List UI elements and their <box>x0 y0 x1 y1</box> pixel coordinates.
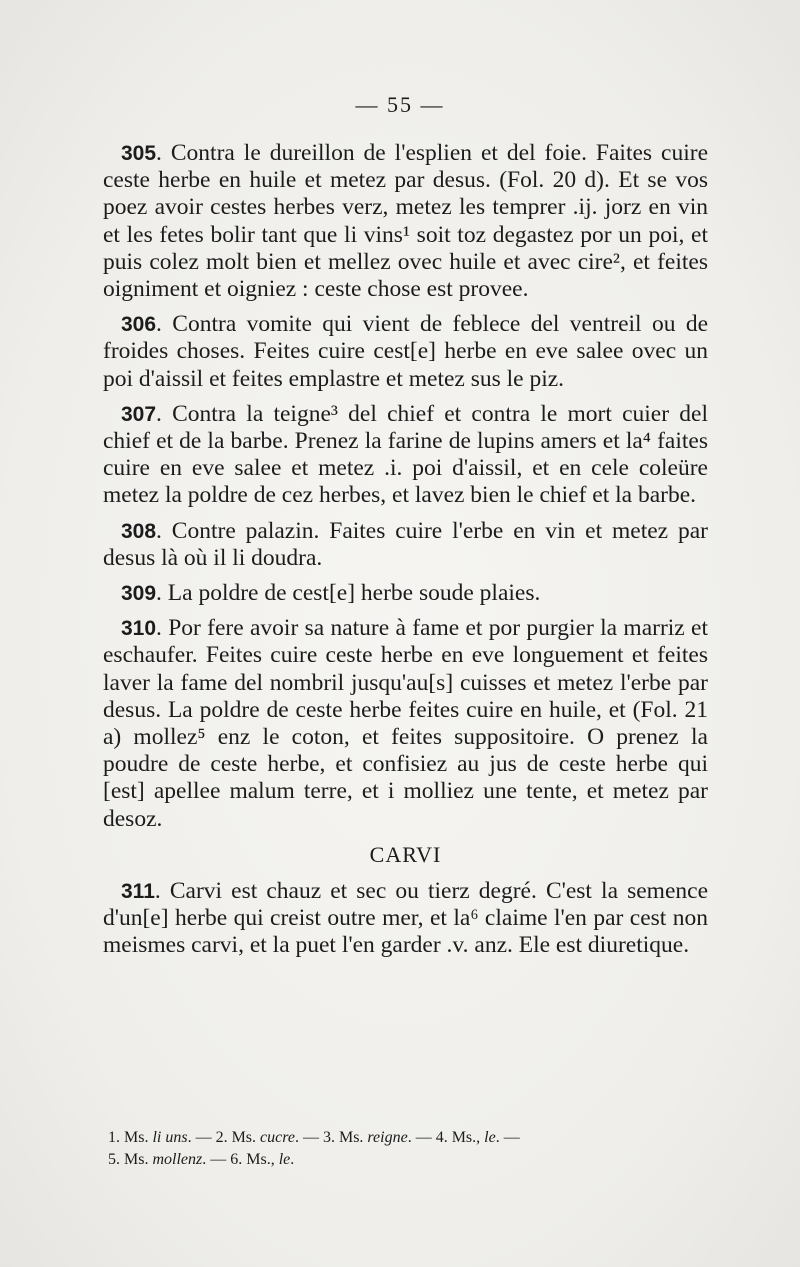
page-number: — 55 — <box>355 92 445 117</box>
footnote-reading: le <box>278 1151 291 1168</box>
footnote-lead: 2. Ms. <box>215 1129 261 1146</box>
footnote-6 <box>230 1151 294 1168</box>
footnote-reading: reigne <box>367 1129 408 1146</box>
paragraph-number: 309 <box>121 582 157 606</box>
paragraph-text: . Contra la teigne³ del chief et contra le mort cuier del chief et de la barbe. Prenez la farine de lupins amers et la⁴ faites cuire en eve salee et metez .i. poi d'aissil, et en cele coleüre metez la poldre de cez herbes, et lavez bien le chief et la barbe. <box>103 400 708 509</box>
footnote-reading: mollenz <box>152 1151 203 1168</box>
footnote-lead: 6. Ms., <box>230 1151 279 1168</box>
paragraph-number: 307 <box>121 402 157 426</box>
footnote-line-1 <box>108 1127 708 1149</box>
footnote-tail: . — <box>187 1129 216 1146</box>
footnote-lead: 5. Ms. <box>108 1151 153 1168</box>
paragraph-number: 308 <box>121 519 157 543</box>
paragraph-number: 311 <box>121 880 155 904</box>
paragraph-309 <box>103 580 708 607</box>
paragraph-text: . La poldre de cest[e] herbe soude plaies. <box>156 580 541 607</box>
paragraph-306 <box>103 311 708 393</box>
paragraph-text: . Contra vomite qui vient de feblece del ventreil ou de froides choses. Feites cuire cest[e] herbe en eve salee ovec un poi d'aissil et feites emplastre et metez sus le piz. <box>103 311 708 392</box>
footnote-reading: li uns <box>152 1129 188 1146</box>
footnote-2 <box>216 1129 323 1146</box>
paragraph-307 <box>103 401 708 510</box>
footnote-reading: cucre <box>260 1129 295 1146</box>
paragraph-text: . Por fere avoir sa nature à fame et por purgier la marriz et eschaufer. Feites cuire ceste herbe en eve longuement et feites laver la fame del nombril jusqu'au[s] cuisses et metez l'erbe par desus. La poldre de ceste herbe feites cuire en huile, et (Fol. 21 a) mollez⁵ enz le coton, et feites suppositoire. O prenez la poudre de ceste herbe, et confisiez au jus de ceste herbe qui [est] apellee malum terre, et i molliez une tente, et metez par desoz. <box>103 615 708 832</box>
footnote-lead: 4. Ms., <box>435 1129 485 1146</box>
footnote-5 <box>108 1151 230 1168</box>
footnote-reading: le <box>484 1129 496 1146</box>
paragraph-text: . Contre palazin. Faites cuire l'erbe en vin et metez par desus là où il li doudra. <box>103 517 708 571</box>
footnote-line-2 <box>108 1149 708 1171</box>
footnote-tail: . — <box>495 1129 520 1146</box>
section-heading: CARVI <box>369 841 442 867</box>
paragraph-311 <box>103 878 708 960</box>
paragraph-text: . Contra le dureillon de l'esplien et del foie. Faites cuire ceste herbe en huile et metez par desus. (Fol. 20 d). Et se vos poez avoir cestes herbes verz, metez les temprer .ij. jorz en vin et les fetes bolir tant que li vins¹ soit toz degastez por un poi, et puis colez molt bien et mellez ovec huile et avec cire², et feites oigniment et oigniez : ceste chose est provee. <box>103 140 708 303</box>
paragraph-number: 306 <box>121 313 157 337</box>
paragraph-text: . Carvi est chauz et sec ou tierz degré. C'est la semence d'un[e] herbe qui creist outre mer, et la⁶ claime l'en par cest non meismes carvi, et la puet l'en garder .v. anz. Ele est diuretique. <box>103 878 708 959</box>
footnote-4 <box>436 1129 520 1146</box>
footnote-tail: . — <box>202 1151 231 1168</box>
footnote-tail: . — <box>294 1129 323 1146</box>
footnote-lead: 1. Ms. <box>108 1129 153 1146</box>
footnote-tail: . <box>290 1151 295 1168</box>
text-body <box>103 140 708 968</box>
paragraph-number: 305 <box>121 142 157 165</box>
paragraph-308 <box>103 518 708 572</box>
footnote-lead: 3. Ms. <box>322 1129 368 1146</box>
paragraph-305 <box>103 140 708 303</box>
footnote-tail: . — <box>407 1129 436 1146</box>
footnote-3 <box>323 1129 436 1146</box>
footnotes <box>108 1127 708 1171</box>
paragraph-number: 310 <box>121 617 157 641</box>
paragraph-310 <box>103 615 708 833</box>
footnote-1 <box>108 1129 216 1146</box>
